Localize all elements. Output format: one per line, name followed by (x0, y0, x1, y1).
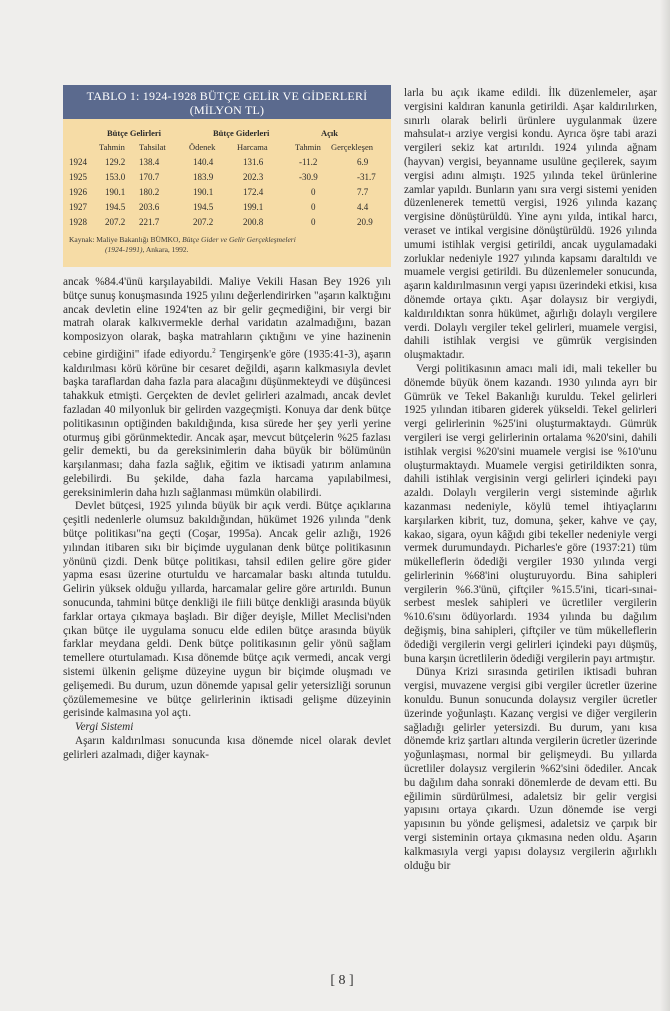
cell: 129.2 (105, 157, 126, 167)
cell: 131.6 (243, 157, 264, 167)
cell: 4.4 (357, 202, 369, 212)
cell: 20.9 (357, 217, 373, 227)
cell: 183.9 (193, 172, 214, 182)
cell: 207.2 (193, 217, 214, 227)
table-body (63, 157, 391, 232)
cell: 170.7 (139, 172, 160, 182)
right-column (404, 87, 657, 873)
sub-header: Tahmin (99, 142, 125, 152)
table-row (63, 187, 391, 202)
paragraph (63, 276, 391, 500)
table-title-line1: TABLO 1: 1924-1928 BÜTÇE GELİR VE GİDERLERİ (86, 89, 368, 103)
cell: 202.3 (243, 172, 264, 182)
paragraph: larla bu açık ikame edildi. İlk düzenlemeler, aşar vergisini kaldıran kanunla getirildi. Aşar kaldırılırken, sınırlı olarak belirli ürünlere uygulanmak üzere mahsulat-ı arziye vergisi kondu. Ayrıca öşre tabi arazi vergileri sekiz kat artırıldı. 1924 yılında ağnam (hayvan) vergisi, beyanname usulüne geçilerek, sayım vergisi adını almıştı. 1925 yılında tekel ürünlerine zamlar yapıldı. Bunların yanı sıra vergi sistemi yeniden düzenlenerek temettü vergisi, 1926 yılında kazanç vergisine dönüştürüldü. Yine aynı yılda, intikal harcı, veraset ve intikal vergisine dönüştürüldü. 1926 yılında umumi istihlak vergisi getirildi, ancak uygulamadaki zorluklar nedeniyle 1927 yılında kapsamı daraltıldı ve muamele vergisi getirildi. Bu düzenlemeler sonucunda, aşarın kaldırılmasının vergi yapısı üzerindeki etkisi, kısa dönemde ortaya çıktı. Aşar dolaysız bir vergiydi, kaldırıldıktan sonra hükümet, ağırlığı dolaylı vergilere verdi. Dolaylı vergiler tekel gelirleri, muamele vergisi, dahili istihlak vergisi ve gümrük vergisinden oluşmaktadır. (404, 87, 658, 362)
cell-year: 1928 (69, 217, 87, 227)
cell: 194.5 (193, 202, 214, 212)
table-row (63, 217, 391, 232)
cell: -31.7 (357, 172, 376, 182)
cell-year: 1926 (69, 187, 87, 197)
paragraph: Dünya Krizi sırasında getirilen iktisadi buhran vergisi, muvazene vergisi gibi vergiler ücretler üzerine konuldu. Bunun sonucunda dolaysız vergiler ücretler üzerinde yoğunlaştı. Kazanç vergisi ve diğer vergilerin sağladığı gelirler yetersizdi. Bu durum, yanı kısa dönemde kriz şartları altında vergilerin ücretler üzerinde yoğunlaşması, normal bir gelişmeydi. Bu yıllarda ücretliler dolaysız vergilerin %62'sini ödediler. Ancak bu dağılım daha sonraki dönemlerde de devam etti. Bu eğilimin sürdürülmesi, adaletsiz bir gelir vergisi yapısını ortaya çıkardı. Uzun dönemde ise vergi yapısının bu yönde gelişmesi, adaletsiz ve çarpık bir vergi sisteminin ortaya çıkmasına neden oldu. Aşarın kalkmasıyla vergi yapısı dolaysız vergilerin ağırlıklı olduğu bir (404, 666, 657, 872)
table-sub-headers (63, 142, 391, 154)
section-heading: Vergi Sistemi (75, 721, 134, 734)
cell: 0 (311, 217, 316, 227)
cell: -30.9 (299, 172, 318, 182)
cell: 0 (311, 202, 316, 212)
paragraph-text: ancak %84.4'ünü karşılayabildi. Maliye Vekili Hasan Bey 1926 yılı bütçe sunuş konuşmasında 1925 yılını değerlendirirken "aşarın kalktığını ancak devletin eline 1924'ten az bir gelir geçmediğini, bir vergi bir matrah olarak kalkıvermekle derhal varidatın azalmadığını, bazan komposizyon olarak, başka matrahların çıktığını ve yine hazinenin cebine girdiğini" ifade ediyordu. (63, 276, 391, 361)
cell-year: 1927 (69, 202, 87, 212)
table-group-headers (63, 128, 391, 140)
cell: 207.2 (105, 217, 126, 227)
source-place: , Ankara, 1992. (142, 245, 189, 254)
cell: 200.8 (243, 217, 264, 227)
table-row (63, 172, 391, 187)
table-source-note (69, 235, 387, 255)
paragraph: Vergi politikasının amacı mali idi, mali tekeller bu dönemde büyük önem kazandı. 1930 yılında ayrı bir Gümrük ve Tekel Bakanlığı kuruldu. Tekel gelirleri 1925 yılından itibaren giderek yükseldi. Tekel gelirleri vergi gelirlerinin %25'ini oluşturmaktaydı. Gümrük vergileri ise vergi gelirlerinin ortalama %20'sini, dahili istihlak vergisi %20'sini muamele vergisi ise %10'unu oluşturmaktaydı. Muamele vergisi getirildikten sonra, dahili istihlak vergisinin vergi gelirleri içindeki payı azaldı. Dolaylı vergilerin vergi sisteminde ağırlık kazanması nedeniyle, köylü temel ihtiyaçlarını karşılarken kibrit, tuz, domuna, şeker, kahve ve çay, kakao, sigara, oyun kâğıdı gibi tekeller nedeniyle vergi vermek durumundaydı. Picharles'e göre (1937:21) tüm mükelleflerin ödediği vergiler 1930 yılında vergi gelirlerinin %68'ini oluşturuyordu. Bina sahipleri vergilerin %6.3'ünü, çiftçiler %15.5'ini, ticari-sınai-serbest meslek sahipleri ve ücretliler vergilerin %10.6'sını ödüyorlardı. 1934 yılında bu dağılım değişmiş, bina sahipleri, çiftçiler ve tüm mükelleflerin ödediği vergilerin vergi gelirleri içindeki payı düşmüş, buna karşın ücretlilerin ödediği vergilerin payı artmıştır. (404, 362, 657, 665)
left-column (63, 276, 391, 763)
cell: 180.2 (139, 187, 160, 197)
page-edge-shadow (660, 0, 670, 1011)
cell-year: 1924 (69, 157, 87, 167)
group-header-deficit: Açık (321, 128, 338, 138)
cell-year: 1925 (69, 172, 87, 182)
paragraph: Aşarın kaldırılması sonucunda kısa dönemde nicel olarak devlet gelirleri azalmadı, diğer kaynak- (63, 735, 391, 761)
table-title (63, 85, 391, 119)
footnote-ref: 2 (212, 346, 216, 355)
cell: 190.1 (193, 187, 214, 197)
cell: 199.1 (243, 202, 264, 212)
sub-header: Gerçekleşen (331, 142, 374, 152)
cell: -11.2 (299, 157, 318, 167)
cell: 203.6 (139, 202, 160, 212)
table-title-line2: (MİLYON TL) (189, 103, 265, 117)
group-header-revenue: Bütçe Gelirleri (107, 128, 162, 138)
cell: 190.1 (105, 187, 126, 197)
source-title: Bütçe Gider ve Gelir Gerçekleşmeleri (182, 235, 296, 244)
paragraph: Devlet bütçesi, 1925 yılında büyük bir açık verdi. Bütçe açıklarına çeşitli nedenlerle olumsuz bakıldığından, hükümet 1926 yılında "denk bütçe politikası"na geçti (Coşar, 1995a). Ancak gelir azlığı, 1926 yılından itibaren sıkı bir biçimde uygulanan denk bütçe politikasının yönünü çizdi. Denk bütçe politikası, tahsil edilen gelire göre gider yapma esası üzerine oturtuldu ve harcamalar baskı altında tutuldu. Gelirin yüksek olduğu yıllarda, harcamalar gelire göre artırıldı. Bunun sonucunda, tahmini bütçe denkliği ile fiili bütçe denkliği arasında büyük farklar ortaya çıkmaya başladı. Bir diğer deyişle, Millet Meclisi'nden çıkan bütçe ile uygulama sonucu elde edilen bütçe arasında büyük farklar meydana geldi. Denk bütçe politikasının gelir yönü sağlam temellere oturtulamadı. Kısa dönemde bütçe açık vermedi, ancak vergi sistemi ülkenin gelişme düzeyine uygun bir biçimde oluşmadı ve gelişemedi. Bu durum, uzun dönemde yapısal gelir yetersizliği sorunun çözülememesine ve bütçe gelirlerinin iktisadi gelişme düzeyinin gerisinde kalmasına yol açtı. (63, 500, 391, 720)
cell: 194.5 (105, 202, 126, 212)
sub-header: Ödenek (189, 142, 216, 152)
sub-header: Tahmin (295, 142, 321, 152)
source-years: (1924-1991) (105, 245, 143, 254)
source-prefix: Kaynak: Maliye Bakanlığı BÜMKO, (69, 235, 183, 244)
page-number: [ 8 ] (330, 973, 354, 988)
paragraph-text: Tengirşenk'e göre (1935:41-3), aşarın kaldırılması körü körüne bir cesaret değildi, aşarın kalkmasıyla devlet başka taraflardan daha fazla para alacağını düşünmekteydi ve düşüncesi tahakkuk etmişti. Gerçekten de devlet gelirleri azalmadı, ancak devlet fazladan 40 milyonluk bir gelirden vazgeçmişti. Konuya dar denk bütçe politikasının optiğinden bakıldığında, kısa sürede her şey yerli yerine oturmuş gibi görünmektedir. Ancak aşar, mevcut bütçelerin %25 fazlası gelir demekti, bu da gereksinimlerin daha büyük bir bölümünün karşılanması; daha fazla sağlık, eğitim ve iktisadi yatırım anlamına gelebilirdi. Bu şekilde, daha fazla harcama yapılabilmesi, gereksinimlerin daha hızlı sağlanması mümkün olabilirdi. (63, 348, 392, 499)
cell: 0 (311, 187, 316, 197)
budget-table (63, 85, 391, 267)
cell: 221.7 (139, 217, 160, 227)
cell: 6.9 (357, 157, 369, 167)
sub-header: Tahsilat (139, 142, 166, 152)
table-row (63, 202, 391, 217)
sub-header: Harcama (237, 142, 268, 152)
cell: 7.7 (357, 187, 369, 197)
cell: 153.0 (105, 172, 126, 182)
cell: 140.4 (193, 157, 214, 167)
cell: 172.4 (243, 187, 264, 197)
table-row (63, 157, 391, 172)
cell: 138.4 (139, 157, 160, 167)
group-header-expense: Bütçe Giderleri (213, 128, 270, 138)
